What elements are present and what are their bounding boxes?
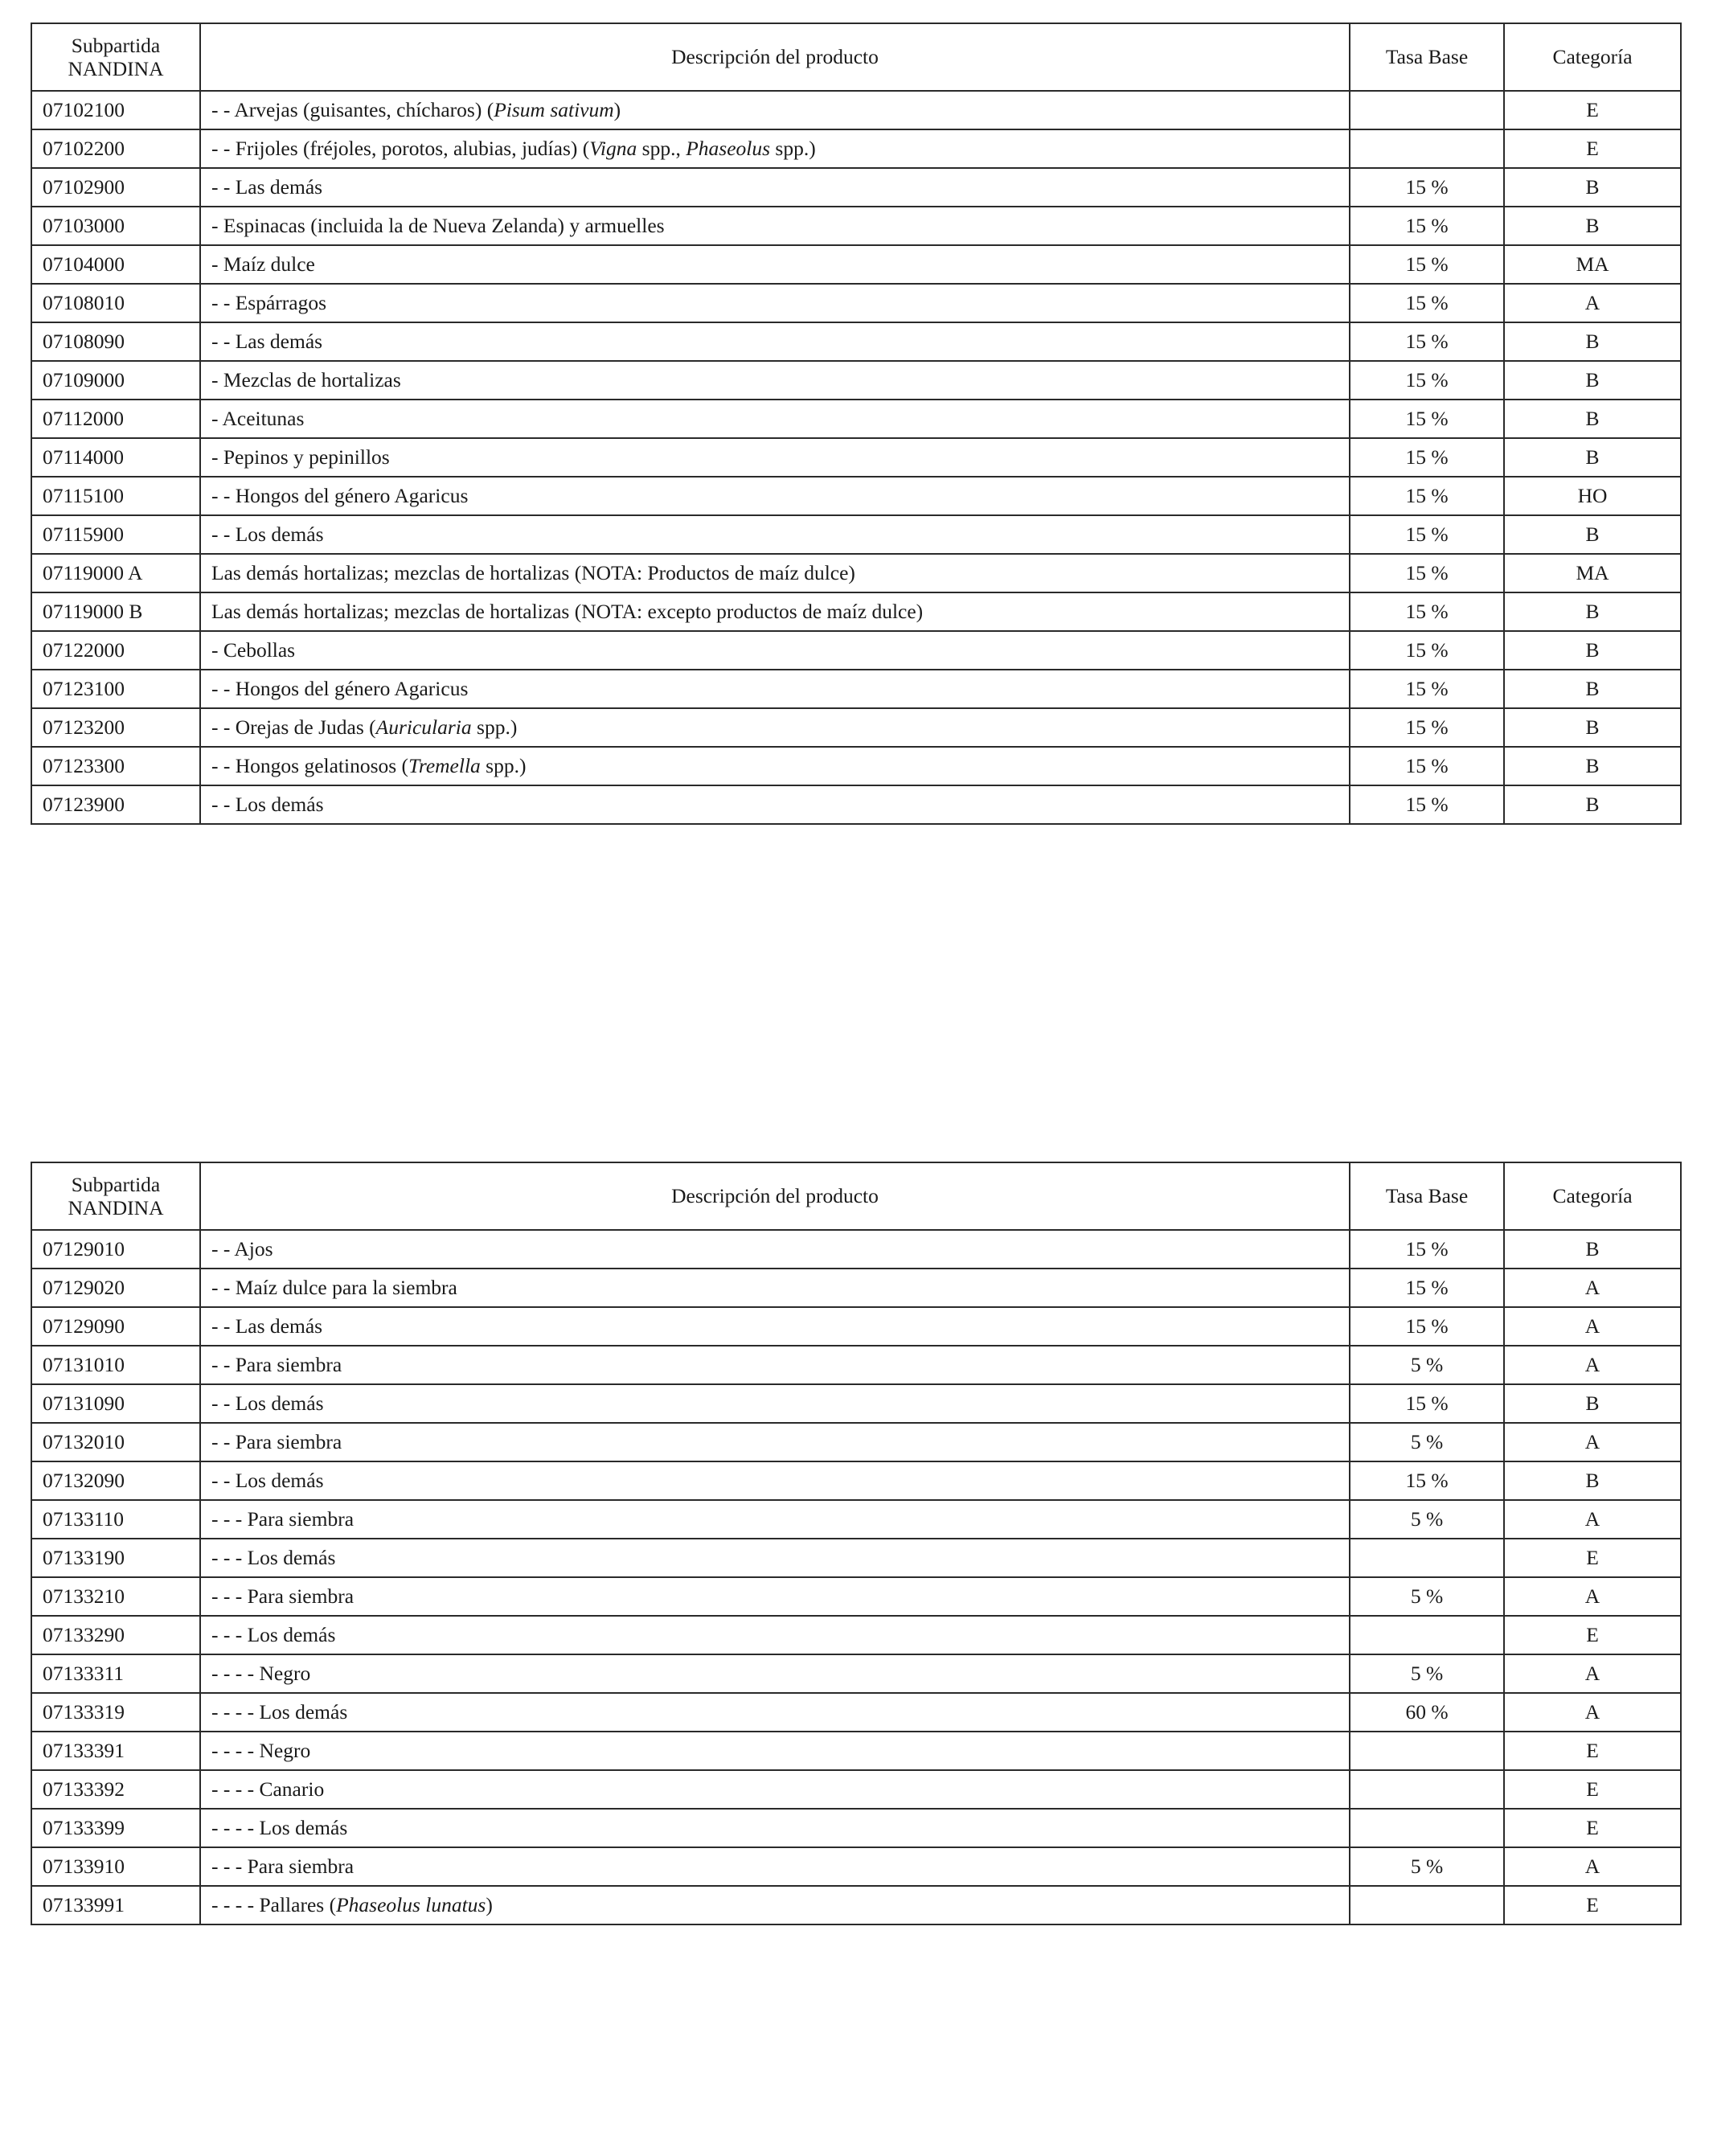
base-rate-cell: 5 % xyxy=(1350,1500,1504,1539)
description-text: ) xyxy=(613,98,621,122)
description-cell xyxy=(200,515,1350,554)
subpartida-cell: 07123200 xyxy=(31,708,200,747)
table-header xyxy=(31,1162,1681,1230)
category-cell: B xyxy=(1504,1384,1681,1423)
description-text: - - Hongos del género Agaricus xyxy=(211,484,469,508)
description-cell xyxy=(200,284,1350,322)
description-cell xyxy=(200,245,1350,284)
category-cell: A xyxy=(1504,1307,1681,1346)
scientific-name: Vigna xyxy=(589,137,637,161)
category-cell: B xyxy=(1504,747,1681,785)
description-text: spp., xyxy=(637,137,686,161)
description-text: - - Maíz dulce para la siembra xyxy=(211,1276,457,1300)
description-text: - - - - Los demás xyxy=(211,1700,348,1724)
table-row xyxy=(31,361,1681,400)
subpartida-cell: 07102900 xyxy=(31,168,200,207)
description-cell xyxy=(200,1809,1350,1847)
category-cell: A xyxy=(1504,1654,1681,1693)
description-cell xyxy=(200,747,1350,785)
subpartida-cell: 07131090 xyxy=(31,1384,200,1423)
description-cell xyxy=(200,631,1350,670)
subpartida-cell: 07133910 xyxy=(31,1847,200,1886)
category-cell: B xyxy=(1504,322,1681,361)
category-cell: A xyxy=(1504,284,1681,322)
description-text: Las demás hortalizas; mezclas de hortalizas (NOTA: excepto productos de maíz dulce) xyxy=(211,600,924,624)
category-cell: B xyxy=(1504,1461,1681,1500)
category-cell: B xyxy=(1504,207,1681,245)
table-row xyxy=(31,245,1681,284)
subpartida-cell: 07133991 xyxy=(31,1886,200,1924)
description-cell xyxy=(200,322,1350,361)
header-subpartida-line2: NANDINA xyxy=(68,1196,164,1219)
description-text: - - Los demás xyxy=(211,523,324,547)
base-rate-cell: 15 % xyxy=(1350,747,1504,785)
base-rate-cell: 15 % xyxy=(1350,477,1504,515)
description-text: - - Los demás xyxy=(211,793,324,817)
base-rate-cell: 15 % xyxy=(1350,592,1504,631)
description-cell xyxy=(200,670,1350,708)
table-row xyxy=(31,1809,1681,1847)
subpartida-cell: 07132090 xyxy=(31,1461,200,1500)
subpartida-cell: 07132010 xyxy=(31,1423,200,1461)
subpartida-cell: 07123900 xyxy=(31,785,200,824)
table-row xyxy=(31,1500,1681,1539)
description-text: - - Las demás xyxy=(211,330,323,354)
category-cell: A xyxy=(1504,1346,1681,1384)
category-cell: A xyxy=(1504,1693,1681,1732)
description-text: - - Arvejas (guisantes, chícharos) ( xyxy=(211,98,494,122)
table-row xyxy=(31,1886,1681,1924)
subpartida-cell: 07133190 xyxy=(31,1539,200,1577)
base-rate-cell: 15 % xyxy=(1350,245,1504,284)
table-row xyxy=(31,1269,1681,1307)
subpartida-cell: 07133290 xyxy=(31,1616,200,1654)
header-row xyxy=(31,1162,1681,1230)
description-text: - - Para siembra xyxy=(211,1430,342,1454)
description-text: - - Frijoles (fréjoles, porotos, alubias, judías) ( xyxy=(211,137,590,161)
subpartida-cell: 07104000 xyxy=(31,245,200,284)
category-cell: A xyxy=(1504,1423,1681,1461)
subpartida-cell: 07133392 xyxy=(31,1770,200,1809)
description-text: - - Los demás xyxy=(211,1469,324,1493)
description-cell xyxy=(200,1693,1350,1732)
table-row xyxy=(31,1847,1681,1886)
table-row xyxy=(31,438,1681,477)
base-rate-cell: 15 % xyxy=(1350,515,1504,554)
table-row xyxy=(31,1577,1681,1616)
base-rate-cell: 60 % xyxy=(1350,1693,1504,1732)
description-text: - - Ajos xyxy=(211,1237,273,1261)
category-cell: E xyxy=(1504,1886,1681,1924)
description-cell xyxy=(200,1577,1350,1616)
base-rate-cell: 5 % xyxy=(1350,1654,1504,1693)
table-header xyxy=(31,23,1681,91)
description-cell xyxy=(200,1384,1350,1423)
description-text: - - Las demás xyxy=(211,175,323,199)
subpartida-cell: 07119000 B xyxy=(31,592,200,631)
description-text: - - - - Canario xyxy=(211,1777,325,1801)
header-subpartida-line1: Subpartida xyxy=(71,33,161,57)
base-rate-cell: 15 % xyxy=(1350,1269,1504,1307)
description-cell xyxy=(200,1654,1350,1693)
description-text: - - - - Los demás xyxy=(211,1816,348,1840)
description-cell xyxy=(200,1269,1350,1307)
description-cell xyxy=(200,168,1350,207)
scientific-name: Auricularia xyxy=(375,715,472,740)
header-subpartida-line2: NANDINA xyxy=(68,57,164,80)
base-rate-cell: 15 % xyxy=(1350,322,1504,361)
description-cell xyxy=(200,708,1350,747)
base-rate-cell: 15 % xyxy=(1350,168,1504,207)
table-row xyxy=(31,1654,1681,1693)
base-rate-cell: 15 % xyxy=(1350,207,1504,245)
table-row xyxy=(31,1693,1681,1732)
table-row xyxy=(31,592,1681,631)
description-cell xyxy=(200,438,1350,477)
table-row xyxy=(31,1307,1681,1346)
table-row xyxy=(31,1230,1681,1269)
category-cell: B xyxy=(1504,361,1681,400)
subpartida-cell: 07119000 A xyxy=(31,554,200,592)
category-cell: A xyxy=(1504,1500,1681,1539)
subpartida-cell: 07133399 xyxy=(31,1809,200,1847)
category-cell: MA xyxy=(1504,245,1681,284)
description-text: spp.) xyxy=(770,137,816,161)
base-rate-cell: 15 % xyxy=(1350,554,1504,592)
description-text: - - Los demás xyxy=(211,1392,324,1416)
category-cell: MA xyxy=(1504,554,1681,592)
category-cell: B xyxy=(1504,592,1681,631)
scientific-name: Tremella xyxy=(408,754,481,778)
base-rate-cell: 15 % xyxy=(1350,1307,1504,1346)
category-cell: B xyxy=(1504,168,1681,207)
subpartida-cell: 07115900 xyxy=(31,515,200,554)
description-cell xyxy=(200,1539,1350,1577)
table-row xyxy=(31,631,1681,670)
description-cell xyxy=(200,1307,1350,1346)
description-text: - - - - Negro xyxy=(211,1662,311,1686)
base-rate-cell: 15 % xyxy=(1350,708,1504,747)
base-rate-cell: 15 % xyxy=(1350,284,1504,322)
scientific-name: Phaseolus lunatus xyxy=(336,1893,486,1917)
subpartida-cell: 07108090 xyxy=(31,322,200,361)
description-text: - - Orejas de Judas ( xyxy=(211,715,376,740)
description-text: - - - - Negro xyxy=(211,1739,311,1763)
base-rate-cell xyxy=(1350,91,1504,129)
description-text: - - Las demás xyxy=(211,1314,323,1338)
table-row xyxy=(31,207,1681,245)
table-row xyxy=(31,747,1681,785)
table-row xyxy=(31,91,1681,129)
description-cell xyxy=(200,1770,1350,1809)
header-category: Categoría xyxy=(1504,1162,1681,1230)
subpartida-cell: 07133391 xyxy=(31,1732,200,1770)
tariff-table-2 xyxy=(31,1162,1682,1925)
category-cell: E xyxy=(1504,1732,1681,1770)
category-cell: B xyxy=(1504,515,1681,554)
description-cell xyxy=(200,91,1350,129)
table-row xyxy=(31,129,1681,168)
description-cell xyxy=(200,361,1350,400)
base-rate-cell: 15 % xyxy=(1350,785,1504,824)
base-rate-cell xyxy=(1350,1809,1504,1847)
base-rate-cell: 5 % xyxy=(1350,1423,1504,1461)
description-text: - - - Los demás xyxy=(211,1623,336,1647)
description-text: - - Para siembra xyxy=(211,1353,342,1377)
category-cell: A xyxy=(1504,1269,1681,1307)
subpartida-cell: 07133110 xyxy=(31,1500,200,1539)
subpartida-cell: 07131010 xyxy=(31,1346,200,1384)
description-text: - - Espárragos xyxy=(211,291,327,315)
subpartida-cell: 07129020 xyxy=(31,1269,200,1307)
subpartida-cell: 07133319 xyxy=(31,1693,200,1732)
description-text: - - - - Pallares ( xyxy=(211,1893,337,1917)
subpartida-cell: 07114000 xyxy=(31,438,200,477)
category-cell: B xyxy=(1504,785,1681,824)
description-cell xyxy=(200,1423,1350,1461)
description-cell xyxy=(200,1886,1350,1924)
base-rate-cell: 5 % xyxy=(1350,1577,1504,1616)
subpartida-cell: 07133311 xyxy=(31,1654,200,1693)
subpartida-cell: 07123300 xyxy=(31,747,200,785)
base-rate-cell xyxy=(1350,1539,1504,1577)
table-row xyxy=(31,1423,1681,1461)
description-text: - - - Los demás xyxy=(211,1546,336,1570)
header-subpartida-line1: Subpartida xyxy=(71,1172,161,1196)
table-row xyxy=(31,322,1681,361)
table-row xyxy=(31,1461,1681,1500)
description-cell xyxy=(200,1847,1350,1886)
base-rate-cell: 15 % xyxy=(1350,1384,1504,1423)
table-row xyxy=(31,1346,1681,1384)
description-cell xyxy=(200,477,1350,515)
description-text: - Mezclas de hortalizas xyxy=(211,368,401,392)
category-cell: E xyxy=(1504,1616,1681,1654)
category-cell: E xyxy=(1504,1539,1681,1577)
description-text: - - Hongos gelatinosos ( xyxy=(211,754,409,778)
category-cell: E xyxy=(1504,1809,1681,1847)
subpartida-cell: 07129010 xyxy=(31,1230,200,1269)
subpartida-cell: 07122000 xyxy=(31,631,200,670)
description-cell xyxy=(200,1500,1350,1539)
subpartida-cell: 07133210 xyxy=(31,1577,200,1616)
table-row xyxy=(31,785,1681,824)
description-text: - - Hongos del género Agaricus xyxy=(211,677,469,701)
base-rate-cell: 5 % xyxy=(1350,1847,1504,1886)
description-cell xyxy=(200,207,1350,245)
description-cell xyxy=(200,1732,1350,1770)
table-row xyxy=(31,670,1681,708)
table-row xyxy=(31,1732,1681,1770)
base-rate-cell xyxy=(1350,1886,1504,1924)
description-cell xyxy=(200,554,1350,592)
scientific-name: Phaseolus xyxy=(686,137,771,161)
header-subpartida xyxy=(31,23,200,91)
table-row xyxy=(31,284,1681,322)
base-rate-cell: 15 % xyxy=(1350,361,1504,400)
subpartida-cell: 07102100 xyxy=(31,91,200,129)
description-text: - - - Para siembra xyxy=(211,1584,355,1609)
description-text: - Aceitunas xyxy=(211,407,305,431)
description-text: - Espinacas (incluida la de Nueva Zelanda) y armuelles xyxy=(211,214,665,238)
category-cell: A xyxy=(1504,1847,1681,1886)
category-cell: E xyxy=(1504,129,1681,168)
description-text: spp.) xyxy=(471,715,518,740)
table-body xyxy=(31,91,1681,824)
description-cell xyxy=(200,400,1350,438)
description-text: - Maíz dulce xyxy=(211,252,315,277)
subpartida-cell: 07108010 xyxy=(31,284,200,322)
subpartida-cell: 07115100 xyxy=(31,477,200,515)
table-row xyxy=(31,168,1681,207)
header-row xyxy=(31,23,1681,91)
description-text: - - - Para siembra xyxy=(211,1855,355,1879)
description-text: ) xyxy=(486,1893,493,1917)
base-rate-cell: 15 % xyxy=(1350,670,1504,708)
table-row xyxy=(31,1616,1681,1654)
base-rate-cell: 15 % xyxy=(1350,631,1504,670)
table-row xyxy=(31,477,1681,515)
description-cell xyxy=(200,1461,1350,1500)
category-cell: B xyxy=(1504,438,1681,477)
table-row xyxy=(31,1770,1681,1809)
header-rate: Tasa Base xyxy=(1350,1162,1504,1230)
table-row xyxy=(31,554,1681,592)
tariff-table-1 xyxy=(31,23,1682,825)
base-rate-cell: 5 % xyxy=(1350,1346,1504,1384)
table-body xyxy=(31,1230,1681,1924)
base-rate-cell xyxy=(1350,1616,1504,1654)
subpartida-cell: 07109000 xyxy=(31,361,200,400)
description-text: - Cebollas xyxy=(211,638,296,662)
category-cell: B xyxy=(1504,670,1681,708)
subpartida-cell: 07103000 xyxy=(31,207,200,245)
header-description: Descripción del producto xyxy=(200,23,1350,91)
base-rate-cell xyxy=(1350,1770,1504,1809)
table-row xyxy=(31,1539,1681,1577)
description-cell xyxy=(200,1616,1350,1654)
subpartida-cell: 07129090 xyxy=(31,1307,200,1346)
category-cell: HO xyxy=(1504,477,1681,515)
header-category: Categoría xyxy=(1504,23,1681,91)
description-cell xyxy=(200,1230,1350,1269)
category-cell: E xyxy=(1504,91,1681,129)
category-cell: B xyxy=(1504,631,1681,670)
table-row xyxy=(31,515,1681,554)
base-rate-cell: 15 % xyxy=(1350,1230,1504,1269)
subpartida-cell: 07123100 xyxy=(31,670,200,708)
category-cell: A xyxy=(1504,1577,1681,1616)
base-rate-cell xyxy=(1350,129,1504,168)
category-cell: B xyxy=(1504,400,1681,438)
description-text: - Pepinos y pepinillos xyxy=(211,445,390,469)
category-cell: B xyxy=(1504,1230,1681,1269)
table-row xyxy=(31,708,1681,747)
base-rate-cell: 15 % xyxy=(1350,438,1504,477)
description-text: - - - Para siembra xyxy=(211,1507,355,1531)
header-description: Descripción del producto xyxy=(200,1162,1350,1230)
category-cell: B xyxy=(1504,708,1681,747)
category-cell: E xyxy=(1504,1770,1681,1809)
description-text: Las demás hortalizas; mezclas de hortalizas (NOTA: Productos de maíz dulce) xyxy=(211,561,855,585)
subpartida-cell: 07102200 xyxy=(31,129,200,168)
header-subpartida xyxy=(31,1162,200,1230)
base-rate-cell: 15 % xyxy=(1350,1461,1504,1500)
table-row xyxy=(31,400,1681,438)
subpartida-cell: 07112000 xyxy=(31,400,200,438)
description-cell xyxy=(200,1346,1350,1384)
base-rate-cell xyxy=(1350,1732,1504,1770)
description-cell xyxy=(200,129,1350,168)
base-rate-cell: 15 % xyxy=(1350,400,1504,438)
description-cell xyxy=(200,592,1350,631)
description-text: spp.) xyxy=(480,754,527,778)
header-rate: Tasa Base xyxy=(1350,23,1504,91)
table-row xyxy=(31,1384,1681,1423)
scientific-name: Pisum sativum xyxy=(494,98,614,122)
description-cell xyxy=(200,785,1350,824)
